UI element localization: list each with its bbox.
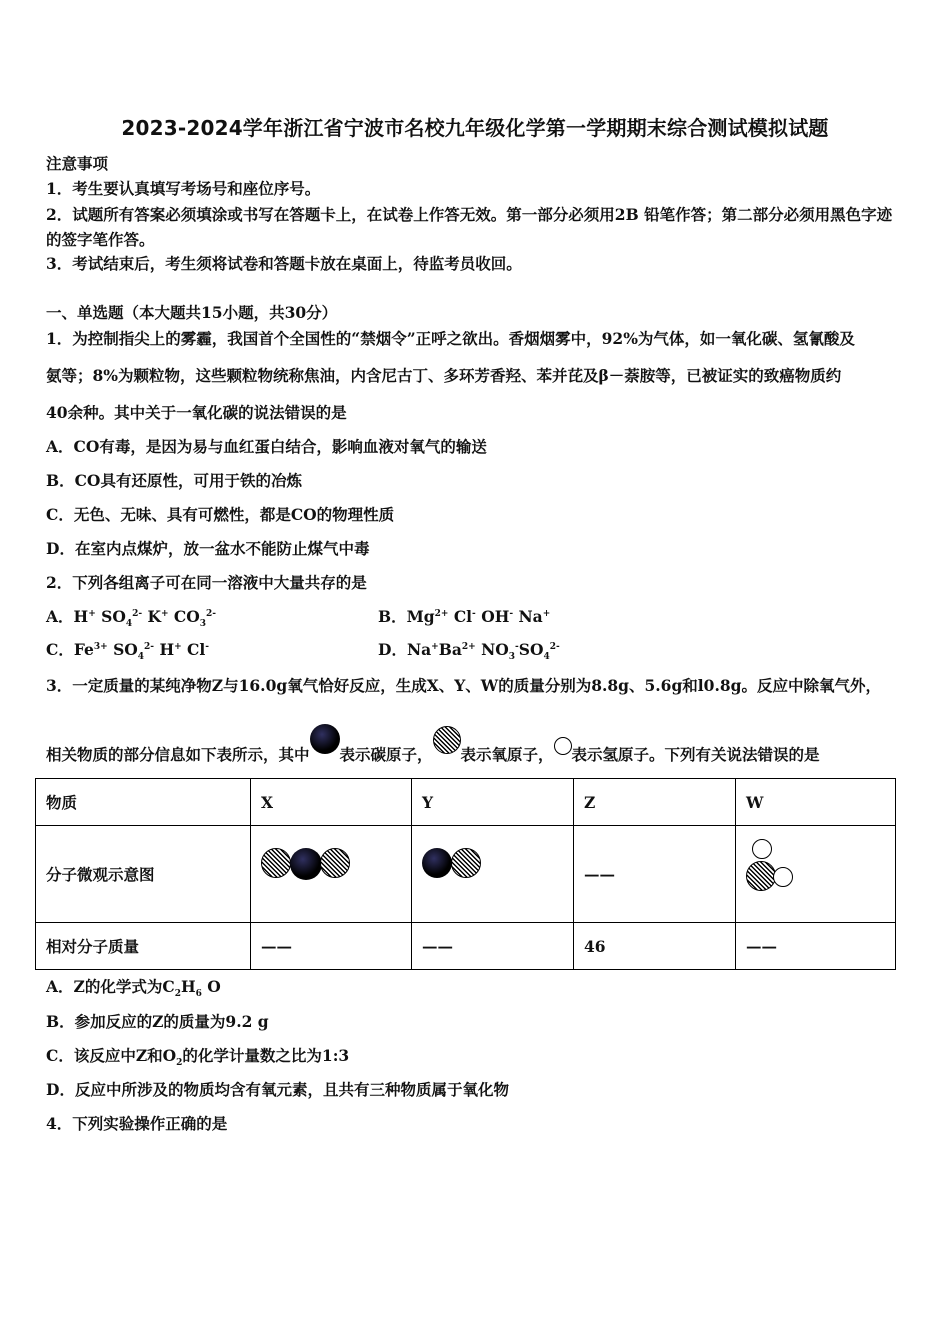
q2-option-d: D．$Na^+Ba^{2+}$ $NO_3^-SO_4^{2-}$ <box>378 640 560 663</box>
q1-option-d: D．在室内点煤炉，放一盆水不能防止煤气中毒 <box>46 539 370 558</box>
q4-stem: 4．下列实验操作正确的是 <box>46 1114 228 1133</box>
q3-legend: 相关物质的部分信息如下表所示，其中 表示碳原子， 表示氧原子， 表示氢原子。下列有关说法错误的是 <box>46 724 820 773</box>
q1-option-b: B．CO具有还原性，可用于铁的冶炼 <box>46 471 302 490</box>
oxygen-atom-icon <box>320 848 350 878</box>
hydrogen-atom-icon <box>752 839 772 859</box>
section-heading: 一、单选题（本大题共15小题，共30分） <box>46 303 338 322</box>
x-molecule <box>251 826 412 923</box>
carbon-atom-icon <box>310 724 340 754</box>
q3-option-a: A．Z的化学式为$C_2H_6$ O <box>46 977 221 1000</box>
oxygen-atom-icon <box>451 848 481 878</box>
q2-option-c: C．$Fe^{3+}$ $SO_4^{2-}$ H+ Cl- <box>46 640 210 663</box>
row-label-micro: 分子微观示意图 <box>36 826 251 923</box>
oxygen-atom-icon <box>746 861 776 891</box>
header-w: W <box>736 779 896 826</box>
hydrogen-atom-icon <box>773 867 793 887</box>
header-substance: 物质 <box>36 779 251 826</box>
hydrogen-atom-icon <box>554 737 572 755</box>
q2-option-b: B．$Mg^{2+}$ Cl- OH- Na+ <box>378 607 551 626</box>
q1-option-c: C．无色、无味、具有可燃性，都是CO的物理性质 <box>46 505 395 524</box>
notice-heading: 注意事项 <box>46 154 109 173</box>
carbon-atom-icon <box>422 848 452 878</box>
substance-table <box>35 778 896 970</box>
q3-option-c: C．该反应中Z和$O_2$的化学计量数之比为1:3 <box>46 1046 350 1069</box>
row-label-mass: 相对分子质量 <box>36 923 251 970</box>
w-mass: —— <box>736 923 896 970</box>
notice-item-3: 3．考试结束后，考生须将试卷和答题卡放在桌面上，待监考员收回。 <box>46 254 522 273</box>
q1-stem-line-2: 氨等；8%为颗粒物，这些颗粒物统称焦油，内含尼古丁、多环芳香羟、苯并芘及β－萘胺等，已被证实的致癌物质约 <box>46 366 842 385</box>
q2-stem: 2．下列各组离子可在同一溶液中大量共存的是 <box>46 573 367 592</box>
oxygen-atom-icon <box>433 726 461 754</box>
q3-stem: 3．一定质量的某纯净物Z与16.0g氧气恰好反应，生成X、Y、W的质量分别为8.8g、5.6g和l0.8g。反应中除氧气外， <box>46 676 881 695</box>
header-y: Y <box>412 779 574 826</box>
x-mass: —— <box>251 923 412 970</box>
z-molecule: —— <box>574 826 736 923</box>
q2-option-a: A．H+ $SO_4^{2-}$ K+ $CO_3^{2-}$ <box>46 607 217 630</box>
notice-item-2: 2．试题所有答案必须填涂或书写在答题卡上，在试卷上作答无效。第一部分必须用2B 铅笔作答；第二部分必须用黑色字迹的签字笔作答。 <box>46 205 893 249</box>
y-molecule <box>412 826 574 923</box>
header-z: Z <box>574 779 736 826</box>
notice-item-1: 1．考生要认真填写考场号和座位序号。 <box>46 179 321 198</box>
q3-option-b: B．参加反应的Z的质量为9.2 g <box>46 1012 269 1031</box>
z-mass: 46 <box>574 923 736 970</box>
oxygen-atom-icon <box>261 848 291 878</box>
page-title: 2023-2024学年浙江省宁波市名校九年级化学第一学期期末综合测试模拟试题 <box>121 116 829 140</box>
q3-option-d: D．反应中所涉及的物质均含有氧元素，且共有三种物质属于氧化物 <box>46 1080 509 1099</box>
y-mass: —— <box>412 923 574 970</box>
q1-stem-line-1: 1．为控制指尖上的雾霾，我国首个全国性的“禁烟令”正呼之欲出。香烟烟雾中，92%为气体，如一氧化碳、氢氰酸及 <box>46 329 855 348</box>
q1-option-a: A．CO有毒，是因为易与血红蛋白结合，影响血液对氧气的输送 <box>46 437 487 456</box>
q1-stem-line-3: 40余种。其中关于一氧化碳的说法错误的是 <box>46 403 347 422</box>
header-x: X <box>251 779 412 826</box>
w-molecule <box>736 826 896 923</box>
carbon-atom-icon <box>290 848 322 880</box>
